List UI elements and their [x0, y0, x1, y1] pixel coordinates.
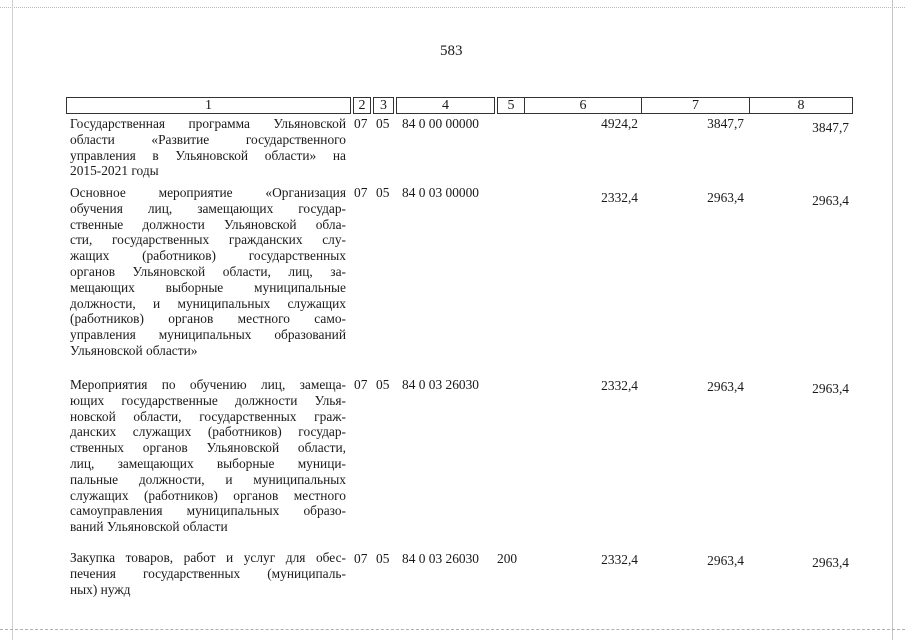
row-value-2: 3847,7 [707, 116, 744, 131]
header-cell-4: 4 [396, 97, 495, 114]
row-name-line: должности, и муниципальных служащих [70, 295, 346, 311]
row-vr: 200 [497, 551, 518, 566]
row-name [70, 550, 346, 597]
header-cell-3: 3 [373, 97, 394, 114]
header-cell-6: 6 [525, 97, 642, 114]
row-name-line: лиц, замещающих выборные муници- [70, 455, 346, 471]
row-name-line: ющих государственные должности Улья- [70, 392, 346, 408]
header-cell-2: 2 [353, 97, 371, 114]
row-name [70, 116, 346, 179]
row-name-line: (работников) органов местного само- [70, 311, 346, 327]
row-name-line: ственных органов Ульяновской области, [70, 440, 346, 456]
row-rz: 07 [354, 551, 368, 566]
header-cell-5: 5 [497, 97, 525, 114]
row-value-3: 2963,4 [812, 555, 849, 570]
row-csr: 84 0 00 00000 [402, 116, 479, 131]
row-name-line: ственные должности Ульяновской обла- [70, 216, 346, 232]
row-name-line: Закупка товаров, работ и услуг для обес- [70, 550, 346, 565]
row-value-2: 2963,4 [707, 190, 744, 205]
row-name-line: 2015-2021 годы [70, 163, 159, 179]
row-name-line: данских служащих (работников) государ- [70, 424, 346, 440]
row-value-1: 2332,4 [601, 552, 638, 567]
row-name-line: ных) нужд [70, 581, 131, 597]
row-name [70, 377, 346, 535]
row-name-line: Основное мероприятие «Организация [70, 185, 346, 200]
row-rz: 07 [354, 185, 368, 200]
scan-bottom-edge [0, 629, 905, 630]
row-csr: 84 0 03 00000 [402, 185, 479, 200]
row-name-line: Мероприятия по обучению лиц, замеща- [70, 377, 346, 392]
row-value-1: 2332,4 [601, 190, 638, 205]
row-value-1: 4924,2 [601, 116, 638, 131]
row-name-line: служащих (работников) органов местного [70, 487, 346, 503]
scan-top-edge [0, 7, 905, 8]
row-name-line: самоуправления муниципальных образо- [70, 503, 346, 519]
row-name-line: печения государственных (муниципаль- [70, 565, 346, 581]
row-value-3: 2963,4 [812, 193, 849, 208]
row-name-line: мещающих выборные муниципальные [70, 279, 346, 295]
row-pr: 05 [376, 551, 390, 566]
row-name-line: Ульяновской области» [70, 342, 198, 358]
row-name [70, 185, 346, 359]
row-name-line: обучения лиц, замещающих государ- [70, 200, 346, 216]
row-pr: 05 [376, 377, 390, 392]
row-name-line: пальные должности, и муниципальных [70, 471, 346, 487]
row-name-line: ваний Ульяновской области [70, 519, 228, 535]
row-value-2: 2963,4 [707, 379, 744, 394]
row-csr: 84 0 03 26030 [402, 377, 479, 392]
row-pr: 05 [376, 116, 390, 131]
row-name-line: управления в Ульяновской области» на [70, 147, 346, 163]
scan-left-edge [12, 0, 13, 640]
header-cell-1: 1 [66, 97, 351, 114]
row-csr: 84 0 03 26030 [402, 551, 479, 566]
row-name-line: области «Развитие государственного [70, 131, 346, 147]
row-value-1: 2332,4 [601, 378, 638, 393]
row-rz: 07 [354, 377, 368, 392]
row-value-3: 2963,4 [812, 381, 849, 396]
scan-right-edge [892, 0, 893, 640]
row-value-2: 2963,4 [707, 553, 744, 568]
row-name-line: Государственная программа Ульяновской [70, 116, 346, 131]
header-cell-7: 7 [641, 97, 750, 114]
row-name-line: сти, государственных гражданских слу- [70, 232, 346, 248]
header-cell-8: 8 [749, 97, 853, 114]
row-pr: 05 [376, 185, 390, 200]
row-name-line: управления муниципальных образований [70, 327, 346, 343]
row-name-line: органов Ульяновской области, лиц, за- [70, 263, 346, 279]
page-number: 583 [440, 43, 463, 59]
row-name-line: новской области, государственных граж- [70, 408, 346, 424]
row-name-line: жащих (работников) государственных [70, 248, 346, 264]
row-rz: 07 [354, 116, 368, 131]
row-value-3: 3847,7 [812, 120, 849, 135]
